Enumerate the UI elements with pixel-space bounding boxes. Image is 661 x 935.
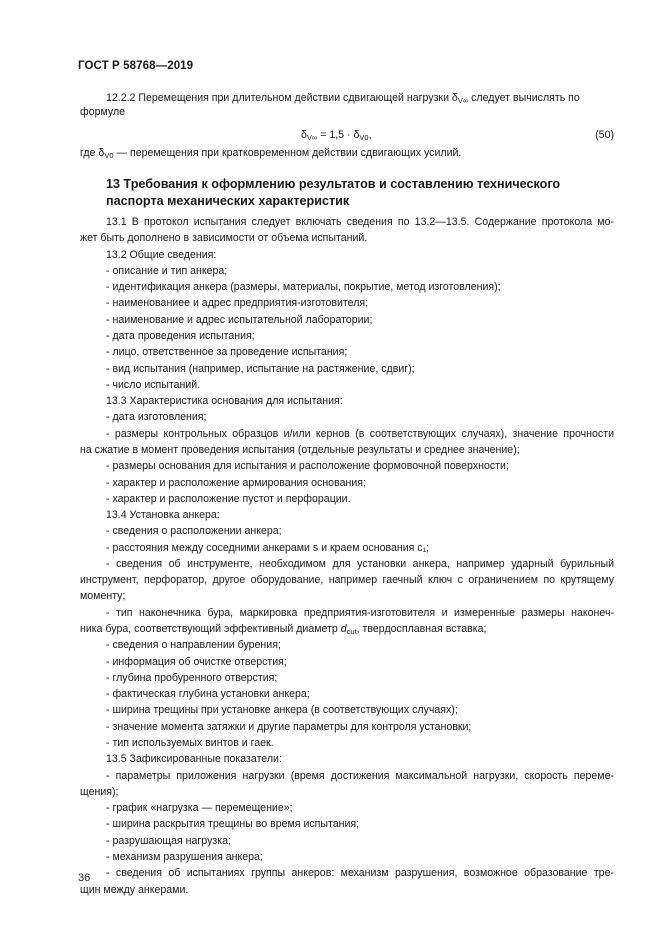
formula-where	[80, 147, 461, 162]
list-item: - описание и тип анкера;	[106, 264, 228, 277]
list-item: - сведения об испытаниях группы анкеров: механизм разрушения, возможное образование тре-	[106, 867, 614, 880]
page-number: 36	[78, 872, 91, 884]
list-item: - тип используемых винтов и гаек.	[106, 737, 274, 749]
list-item: - дата изготовления;	[106, 411, 207, 424]
list-item: - лицо, ответственное за проведение испытания;	[106, 346, 348, 359]
list-item: - информация об очистке отверстия;	[106, 655, 287, 668]
subscript: V∞	[457, 96, 469, 105]
list-item: - ширина трещины при установке анкера (в соответствующих случаях);	[106, 704, 458, 717]
formula-50	[301, 129, 372, 142]
formula-part: = 1,5 · δ	[317, 129, 360, 141]
list-item: - сведения об инструменте, необходимом для установки анкера, например ударный бурильный	[106, 557, 614, 570]
list-item: - ширина раскрытия трещины во время испытания;	[106, 818, 360, 831]
list-item: - механизм разрушения анкера;	[106, 850, 263, 863]
subsection-heading: 13.3 Характеристика основания для испытания:	[106, 395, 343, 408]
paragraph-line: моменту;	[80, 590, 126, 603]
paragraph-text: — перемещения при кратковременном действии сдвигающих усилий.	[113, 147, 462, 159]
paragraph-continuation: формуле	[80, 106, 126, 118]
list-item: - характер и расположение пустот и перфорации.	[106, 492, 351, 505]
list-item: - характер и расположение армирования основания;	[106, 476, 366, 489]
list-item: - глубина пробуренного отверстия;	[106, 671, 278, 684]
list-item: - параметры приложения нагрузки (время достижения максимальной нагрузки, скорость переме-	[106, 769, 614, 782]
subsection-heading: 13.2 Общие сведения:	[106, 248, 217, 261]
list-item: - число испытаний.	[106, 378, 201, 391]
subscript: V0	[104, 151, 114, 160]
list-item: - идентификация анкера (размеры, материалы, покрытие, метод изготовления);	[106, 281, 501, 294]
subsection-heading: 13.5 Зафиксированные показатели:	[106, 753, 282, 766]
paragraph-line: на сжатие в момент проведения испытания (отдельные результаты и среднее значение);	[80, 443, 520, 456]
list-item: - значение момента затяжки и другие параметры для контроля установки;	[106, 720, 472, 733]
formula-number: (50)	[595, 129, 614, 141]
paragraph-12-2-2	[106, 92, 580, 107]
subsection-heading: 13.4 Установка анкера:	[106, 509, 220, 521]
section-title: 13 Требования к оформлению результатов и составлению технического	[106, 177, 561, 191]
section-title-continuation: паспорта механических характеристик	[106, 194, 350, 208]
list-item: - наименованиеe и адрес предприятия-изготовителя;	[106, 297, 369, 310]
subscript: V∞	[306, 133, 318, 142]
list-item: - график «нагрузка — перемещение»;	[106, 802, 293, 815]
subscript: V0	[359, 133, 369, 142]
paragraph-line: ника бура, соответствующий эффективный диаметр $d_{cut}$, твердосплавная вставка;	[80, 623, 487, 636]
list-item: - наименование и адрес испытательной лаборатории;	[106, 313, 373, 326]
list-item: - разрушающая нагрузка;	[106, 834, 231, 847]
paragraph-line: инструмент, перфоратор, другое оборудование, например гаечный ключ с ограничением по крутящему	[80, 574, 614, 587]
list-item: - вид испытания (например, испытание на растяжение, сдвиг);	[106, 362, 415, 375]
list-item: - тип наконечника бура, маркировка предприятия-изготовителя и измеренные размеры наконеч-	[106, 606, 614, 619]
list-item: - фактическая глубина установки анкера;	[106, 688, 310, 701]
formula-part: ,	[368, 129, 372, 141]
paragraph-line: 13.1 В протокол испытания следует включать сведения по 13.2—13.5. Содержание протокола мо-	[106, 216, 614, 228]
paragraph-text: следует вычислять по	[468, 92, 580, 104]
document-header: ГОСТ Р 58768—2019	[78, 60, 194, 72]
paragraph-text: 12.2.2 Перемещения при длительном действии сдвигающей нагрузки δ	[106, 92, 458, 104]
paragraph-line: щин между анкерами.	[80, 883, 189, 896]
list-item: - дата проведения испытания;	[106, 330, 255, 342]
paragraph-line: жет быть дополнено в зависимости от объема испытаний.	[80, 232, 368, 245]
list-item: - расстояния между соседними анкерами s и краем основания c₁;	[106, 541, 430, 554]
formula-part: δ	[301, 129, 307, 141]
list-item: - размеры основания для испытания и расположение формовочной поверхности;	[106, 460, 509, 473]
paragraph-text: где δ	[80, 147, 105, 159]
list-item: - сведения о расположении анкера;	[106, 525, 282, 538]
paragraph-line: щения);	[80, 785, 119, 798]
list-item: - размеры контрольных образцов и/или кернов (в соответствующих случаях), значение прочности	[106, 427, 614, 440]
list-item: - сведения о направлении бурения;	[106, 639, 281, 652]
